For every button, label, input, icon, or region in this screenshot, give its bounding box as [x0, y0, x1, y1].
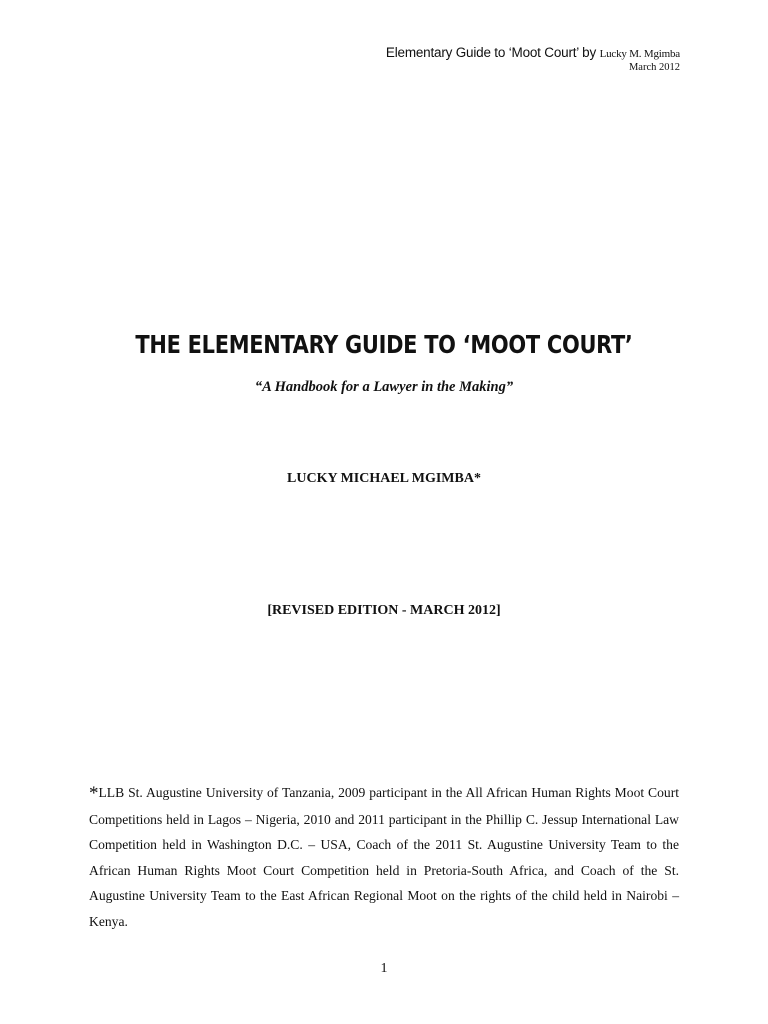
- running-header: [386, 46, 680, 73]
- edition-label: [REVISED EDITION - MARCH 2012]: [267, 603, 501, 618]
- document-title: THE ELEMENTARY GUIDE TO ‘MOOT COURT’: [135, 330, 633, 359]
- header-author: Lucky M. Mgimba: [599, 48, 680, 60]
- document-subtitle: “A Handbook for a Lawyer in the Making”: [254, 379, 514, 395]
- header-guide-title: Elementary Guide to ‘Moot Court’ by: [385, 45, 597, 60]
- header-title-line: [386, 46, 680, 61]
- header-date: March 2012: [628, 61, 680, 73]
- footnote-marker: *: [89, 783, 99, 804]
- author-name: LUCKY MICHAEL MGIMBA*: [287, 471, 481, 486]
- footnote-text: LLB St. Augustine University of Tanzania, 2009 participant in the All African Human Rights Moot Court Competitions held in Lagos – Nigeria, 2010 and 2011 participant in the Phillip C. Jessup International Law Competition held in Washington D.C. – USA, Coach of the 2011 St. Augustine University Team to the African Human Rights Moot Court Competition held in Pretoria-South Africa, and Coach of the St. Augustine University Team to the East African Regional Moot on the rights of the child held in Nairobi – Kenya.: [89, 785, 679, 929]
- page-number: 1: [380, 961, 388, 976]
- author-footnote: [89, 780, 679, 934]
